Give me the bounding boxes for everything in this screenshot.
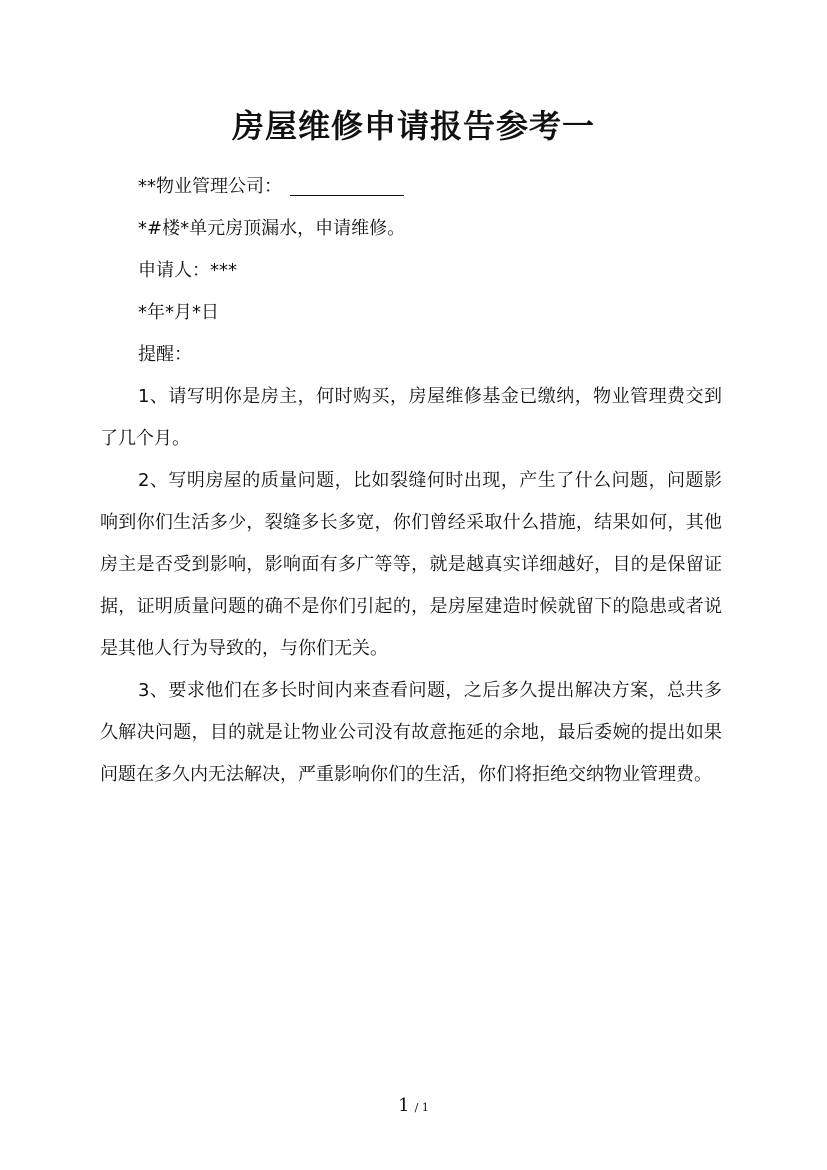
addressee-line xyxy=(100,166,722,208)
reminder-point-3: 3、要求他们在多长时间内来查看问题，之后多久提出解决方案，总共多久解决问题，目的就是让物业公司没有故意拖延的余地，最后委婉的提出如果问题在多久内无法解决，严重影响你们的生活，你们将拒绝交纳物业管理费。 xyxy=(100,680,722,785)
reminder-heading: 提醒： xyxy=(138,344,192,365)
date-line: *年*月*日 xyxy=(138,302,219,323)
issue-line: *#楼*单元房顶漏水，申请维修。 xyxy=(138,218,406,239)
reminder-point-2: 2、写明房屋的质量问题，比如裂缝何时出现，产生了什么问题，问题影响到你们生活多少，裂缝多长多宽，你们曾经采取什么措施，结果如何，其他房主是否受到影响，影响面有多广等等，就是越真实详细越好，目的是保留证据，证明质量问题的确不是你们引起的，是房屋建造时候就留下的隐患或者说是其他人行为导致的，与你们无关。 xyxy=(100,470,722,659)
page-number-current: 1 xyxy=(398,1095,410,1116)
addressee-blank xyxy=(290,173,404,196)
document-title: 房屋维修申请报告参考一 xyxy=(231,107,595,145)
applicant-line: 申请人：*** xyxy=(138,260,237,281)
page-number-total: / 1 xyxy=(414,1101,429,1114)
document-body xyxy=(100,166,722,796)
reminder-point-1: 1、请写明你是房主，何时购买，房屋维修基金已缴纳，物业管理费交到了几个月。 xyxy=(100,386,722,449)
addressee-text: **物业管理公司： xyxy=(138,176,282,197)
page-number xyxy=(0,1095,827,1116)
